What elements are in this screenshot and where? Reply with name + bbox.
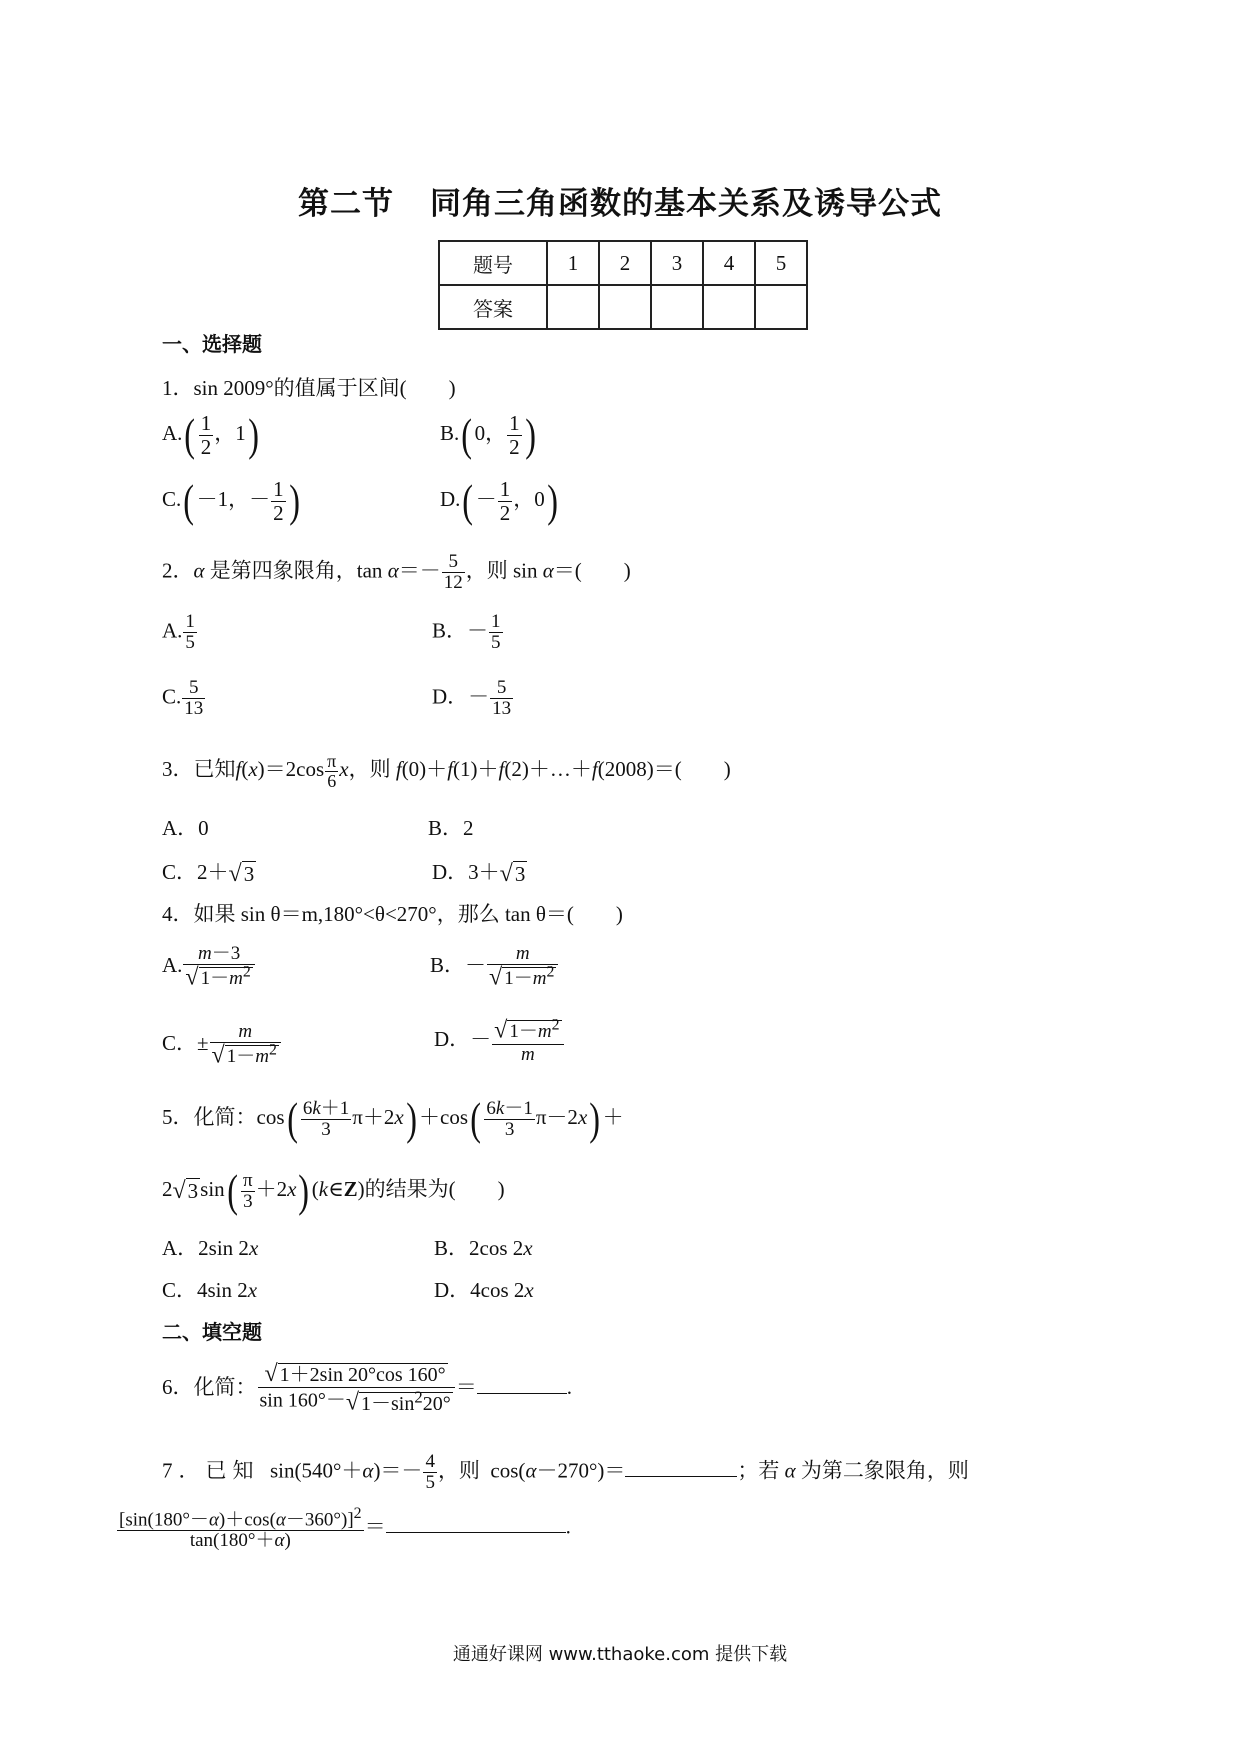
q3-option-b[interactable]: B．2 xyxy=(428,816,474,840)
answer-table-number: 4 xyxy=(703,241,755,285)
title-section: 第二节 xyxy=(298,186,394,222)
answer-cell[interactable] xyxy=(547,285,599,329)
q3-stem-text: 3．已知 xyxy=(162,757,236,782)
q3-option-d[interactable]: D．3＋√3 xyxy=(432,860,526,887)
q6-stem-text: 6．化简： xyxy=(162,1374,257,1399)
q2-stem-part: ＝－ xyxy=(398,558,441,583)
q4-option-d[interactable]: D．－ $\frac{√ 1-m^2}{m}$ xyxy=(434,1018,565,1064)
answer-table-answer-label: 答案 xyxy=(439,285,547,329)
answer-table xyxy=(438,240,808,330)
page-footer: 通通好课网 www.tthaoke.com 提供下载 xyxy=(452,1644,788,1665)
q7-answer-blank-2[interactable] xyxy=(386,1532,566,1533)
q7-answer-blank-1[interactable] xyxy=(625,1476,737,1477)
q1-option-a[interactable]: A.( $\frac{1}{2}$ ，1) xyxy=(162,409,259,460)
q1-option-d[interactable]: D.( － $\frac{1}{2}$ ，0) xyxy=(440,475,558,526)
answer-table-answer-row xyxy=(439,285,807,329)
q1-option-c[interactable]: C.( －1，－ $\frac{1}{2}$ ) xyxy=(162,475,300,526)
question-3-stem: 3．已知f(x)＝2cos $\frac{\pi}{6}$ x，则 f(0)＋f(1)＋f(2)＋…＋f(2008)＝( ) xyxy=(162,751,731,791)
q1-option-b[interactable]: B.( 0， $\frac{1}{2}$ ) xyxy=(440,409,536,460)
answer-table-number: 5 xyxy=(755,241,807,285)
answer-cell[interactable] xyxy=(703,285,755,329)
question-4-stem: 4．如果 sin θ＝m,180°<θ<270°，那么 tan θ＝( ) xyxy=(162,902,623,926)
q2-option-b[interactable]: B．－ $\frac{1}{5}$ xyxy=(432,611,501,653)
section-choice: 一、选择题 xyxy=(162,332,262,356)
q5-option-a[interactable]: A．2sin 2x xyxy=(162,1236,259,1260)
q2-option-c[interactable]: C. $\frac{5}{13}$ xyxy=(162,677,204,719)
q5-stem-text: 5．化简： xyxy=(162,1104,257,1129)
question-6-stem: 6．化简： $\frac{√ 1+2\sin 20^\circ\cos 160^\circ}{\sin 160^\circ-√ 1-\sin^220^\circ}$ ＝ . xyxy=(162,1361,572,1416)
question-5-stem: 5．化简：cos( $\frac{6k+1}{3}$ π＋2x) ＋cos( $\frac{6k-1}{3}$ π－2x) ＋ xyxy=(162,1093,624,1144)
answer-table-header-row xyxy=(439,241,807,285)
q3-option-c[interactable]: C．2＋√3 xyxy=(162,860,255,887)
q2-stem-part: 2． xyxy=(162,558,194,583)
q7-stem-text: 7．已知 xyxy=(162,1458,260,1483)
question-2-stem: 2．α 是第四象限角，tan α＝－ $\frac{5}{12}$ ，则 sin α＝( ) xyxy=(162,551,631,593)
answer-table-header-label: 题号 xyxy=(439,241,547,285)
q2-option-d[interactable]: D．－ $\frac{5}{13}$ xyxy=(432,677,512,719)
q5-option-b[interactable]: B．2cos 2x xyxy=(434,1236,533,1260)
title-topic: 同角三角函数的基本关系及诱导公式 xyxy=(430,186,942,222)
answer-cell[interactable] xyxy=(651,285,703,329)
q4-option-a[interactable]: A. $\frac{m-3}{√ 1-m^2}$ xyxy=(162,944,256,990)
q4-option-b[interactable]: B．－ $\frac{m}{√ 1-m^2}$ xyxy=(430,944,559,990)
q2-stem-part: 是第四象限角，tan xyxy=(209,558,388,583)
page-title xyxy=(0,178,1240,223)
answer-cell[interactable] xyxy=(599,285,651,329)
section-fill: 二、填空题 xyxy=(162,1320,262,1344)
answer-cell[interactable] xyxy=(755,285,807,329)
question-7-stem: 7．已知 sin(540°＋α)＝－ $\frac{4}{5}$ ，则 cos(α－270°)＝ ；若 α 为第二象限角，则 xyxy=(162,1451,969,1493)
q2-stem-part: ，则 sin xyxy=(465,558,543,583)
q2-option-a[interactable]: A. $\frac{1}{5}$ xyxy=(162,611,195,653)
answer-table-number: 1 xyxy=(547,241,599,285)
question-5-stem-cont: 2√3sin( $\frac{\pi}{3}$ ＋2x) (k∈Z)的结果为( ) xyxy=(162,1165,505,1216)
question-7-expression: $\frac{[\sin(180^\circ-\alpha)+\cos(\alpha-360^\circ)]^2}{\tan(180^\circ+\alpha)}$ ＝ . xyxy=(119,1505,571,1552)
q2-stem-part: ＝( ) xyxy=(553,558,631,583)
q4-option-c[interactable]: C．± $\frac{m}{√ 1-m^2}$ xyxy=(162,1022,282,1068)
answer-table-number: 2 xyxy=(599,241,651,285)
answer-table-number: 3 xyxy=(651,241,703,285)
question-1-stem: 1．sin 2009°的值属于区间( ) xyxy=(162,376,456,400)
q3-option-a[interactable]: A．0 xyxy=(162,816,209,840)
q6-answer-blank[interactable] xyxy=(477,1393,567,1394)
q5-option-c[interactable]: C．4sin 2x xyxy=(162,1278,258,1302)
q5-option-d[interactable]: D．4cos 2x xyxy=(434,1278,534,1302)
